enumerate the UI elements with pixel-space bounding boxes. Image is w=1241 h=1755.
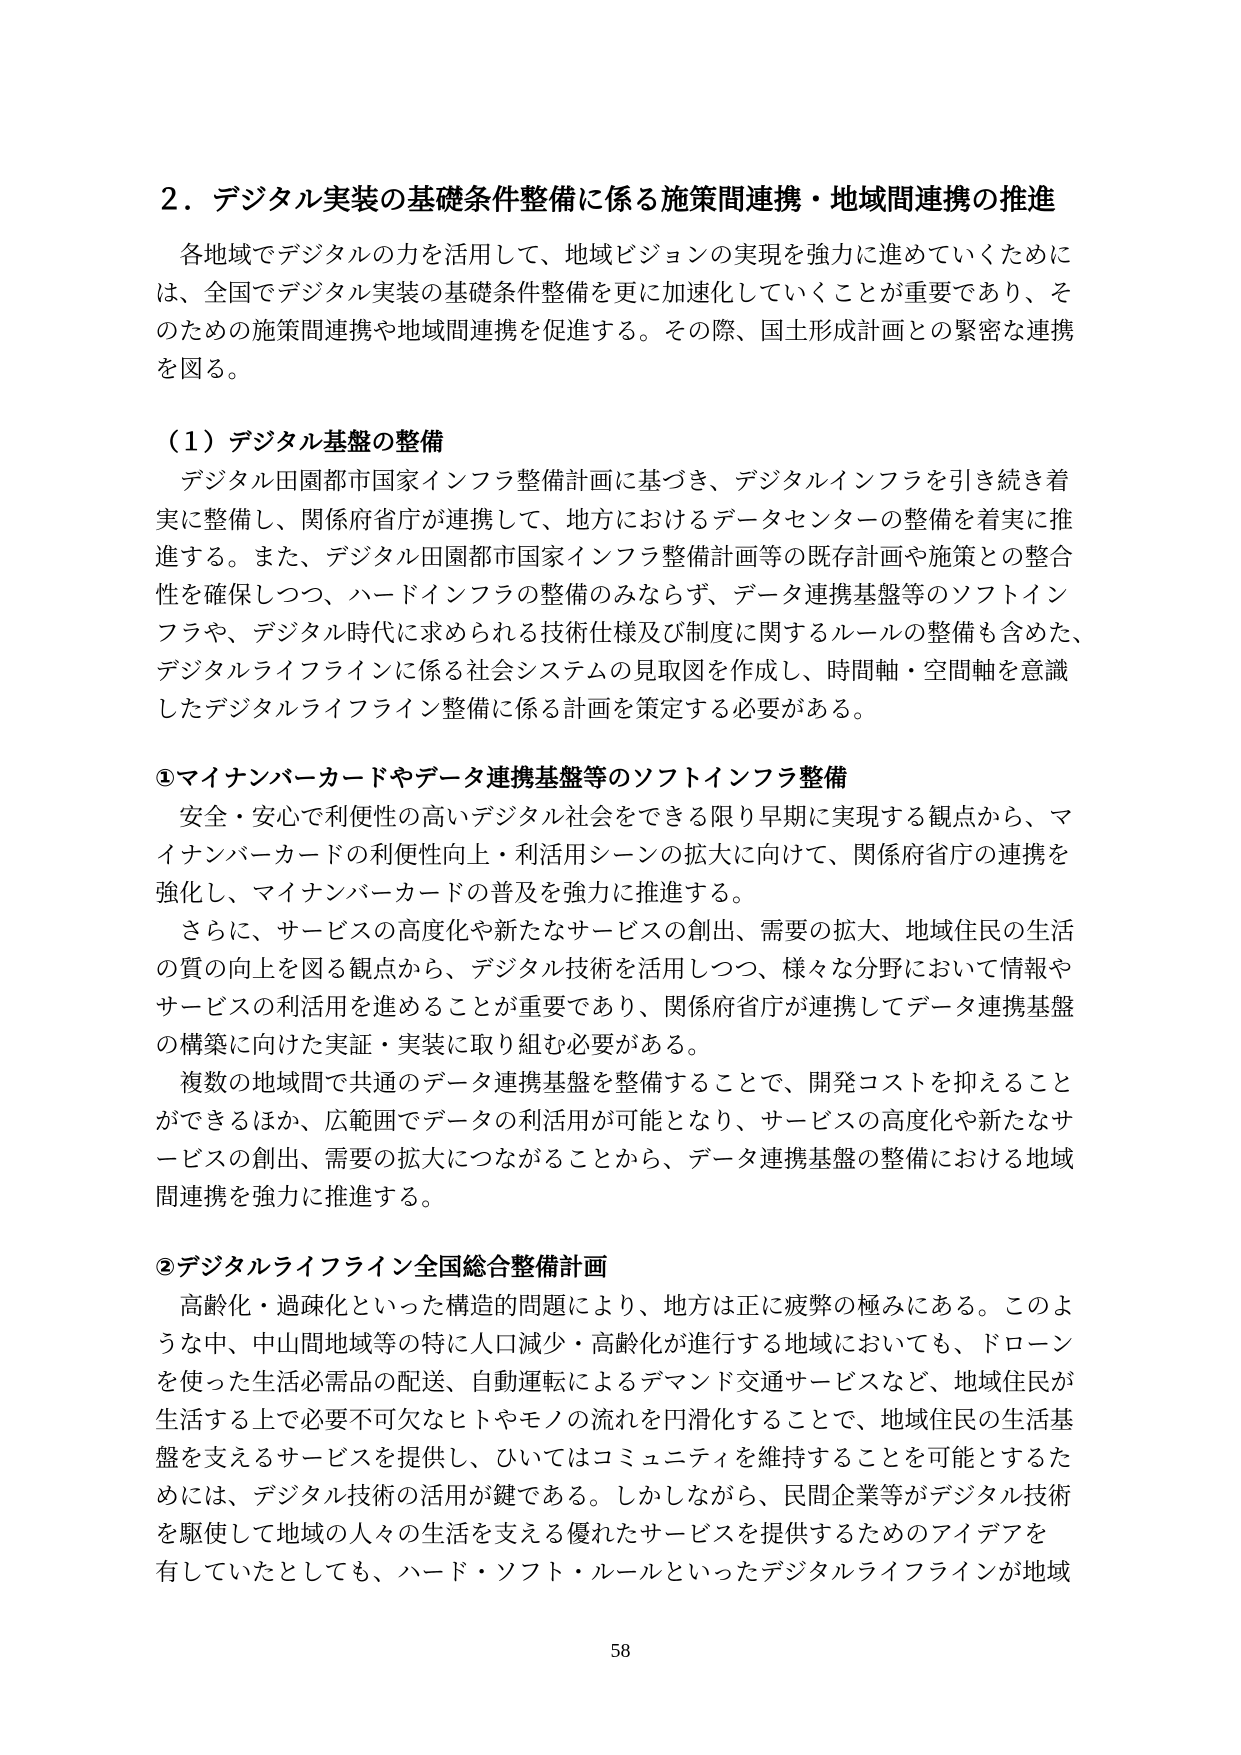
item-line: の質の向上を図る観点から、デジタル技術を活用しつつ、様々な分野において情報や <box>155 955 1073 983</box>
subsection-line: デジタル田園都市国家インフラ整備計画に基づき、デジタルインフラを引き続き着 <box>155 467 1070 495</box>
section-title: ２．デジタル実装の基礎条件整備に係る施策間連携・地域間連携の推進 <box>155 183 1056 216</box>
intro-line: は、全国でデジタル実装の基礎条件整備を更に加速化していくことが重要であり、そ <box>155 279 1074 307</box>
item-line: ができるほか、広範囲でデータの利活用が可能となり、サービスの高度化や新たなサ <box>155 1107 1075 1135</box>
item-title: ①マイナンバーカードやデータ連携基盤等のソフトインフラ整備 <box>155 764 848 792</box>
page-number: 58 <box>610 1640 631 1662</box>
item-line: の構築に向けた実証・実装に取り組む必要がある。 <box>155 1031 712 1059</box>
intro-line: を図る。 <box>155 355 252 383</box>
item-line: ービスの創出、需要の拡大につながることから、データ連携基盤の整備における地域 <box>155 1145 1075 1173</box>
subsection-line: デジタルライフラインに係る社会システムの見取図を作成し、時間軸・空間軸を意識 <box>155 657 1069 685</box>
intro-line: のための施策間連携や地域間連携を促進する。その際、国土形成計画との緊密な連携 <box>155 317 1075 345</box>
subsection-line: 進する。また、デジタル田園都市国家インフラ整備計画等の既存計画や施策との整合 <box>155 543 1074 571</box>
item-line: を駆使して地域の人々の生活を支える優れたサービスを提供するためのアイデアを <box>155 1520 1049 1548</box>
item-line: 複数の地域間で共通のデータ連携基盤を整備することで、開発コストを抑えること <box>155 1069 1075 1097</box>
subsection-line: フラや、デジタル時代に求められる技術仕様及び制度に関するルールの整備も含めた、 <box>155 619 1097 647</box>
subsection-line: 実に整備し、関係府省庁が連携して、地方におけるデータセンターの整備を着実に推 <box>155 506 1074 534</box>
item-line: 盤を支えるサービスを提供し、ひいてはコミュニティを維持することを可能とするた <box>155 1444 1073 1472</box>
item-line: を使った生活必需品の配送、自動運転によるデマンド交通サービスなど、地域住民が <box>155 1368 1075 1396</box>
item-line: サービスの利活用を進めることが重要であり、関係府省庁が連携してデータ連携基盤 <box>155 993 1075 1021</box>
item-line: イナンバーカードの利便性向上・利活用シーンの拡大に向けて、関係府省庁の連携を <box>155 841 1071 869</box>
intro-line: 各地域でデジタルの力を活用して、地域ビジョンの実現を強力に進めていくために <box>155 241 1073 269</box>
item-line: うな中、中山間地域等の特に人口減少・高齢化が進行する地域においても、ドローン <box>155 1330 1075 1358</box>
subsection-title: （１）デジタル基盤の整備 <box>155 428 444 456</box>
item-line: 有していたとしても、ハード・ソフト・ルールといったデジタルライフラインが地域 <box>155 1558 1071 1586</box>
item-title: ②デジタルライフライン全国総合整備計画 <box>155 1253 608 1281</box>
item-line: さらに、サービスの高度化や新たなサービスの創出、需要の拡大、地域住民の生活 <box>155 917 1075 945</box>
subsection-line: 性を確保しつつ、ハードインフラの整備のみならず、データ連携基盤等のソフトイン <box>155 581 1069 609</box>
item-line: 強化し、マイナンバーカードの普及を強力に推進する。 <box>155 879 757 907</box>
item-line: 間連携を強力に推進する。 <box>155 1183 446 1211</box>
subsection-line: したデジタルライフライン整備に係る計画を策定する必要がある。 <box>155 695 878 723</box>
item-line: めには、デジタル技術の活用が鍵である。しかしながら、民間企業等がデジタル技術 <box>155 1482 1072 1510</box>
item-line: 安全・安心で利便性の高いデジタル社会をできる限り早期に実現する観点から、マ <box>155 803 1074 831</box>
item-line: 高齢化・過疎化といった構造的問題により、地方は正に疲弊の極みにある。このよ <box>155 1292 1075 1320</box>
item-line: 生活する上で必要不可欠なヒトやモノの流れを円滑化することで、地域住民の生活基 <box>155 1406 1074 1434</box>
